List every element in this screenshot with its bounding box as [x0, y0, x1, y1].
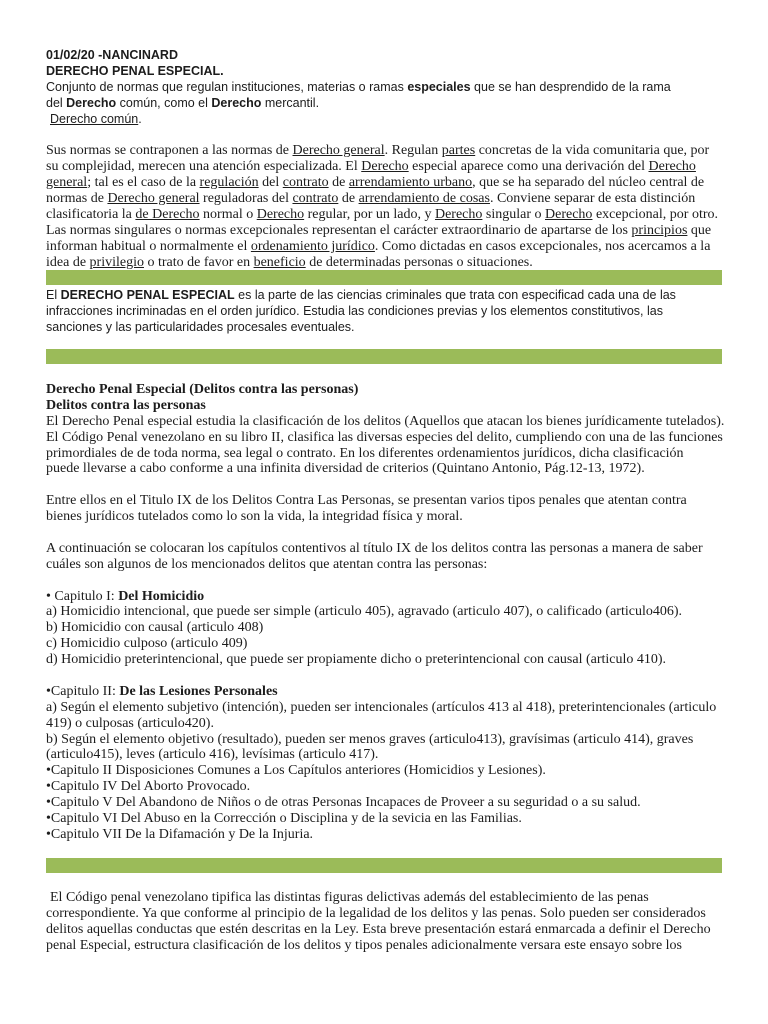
- text-run: Las normas singulares o normas excepcionales representan el carácter extraordinario de apartarse de los: [46, 223, 632, 238]
- bold-term: DERECHO PENAL ESPECIAL: [60, 288, 235, 302]
- section-divider-bar: [46, 858, 722, 873]
- chapter-item: 419) o culposas (articulo420).: [46, 715, 214, 731]
- text-run: reguladoras del: [199, 191, 293, 206]
- text-run: Sus normas se contraponen a las normas de: [46, 143, 293, 158]
- paragraph-line: [46, 143, 736, 159]
- underlined-term: contrato: [292, 191, 339, 206]
- document-date-author: 01/02/20 -NANCINARD: [46, 48, 178, 62]
- blank-line: [46, 525, 736, 541]
- chapter-heading: [46, 684, 736, 700]
- paragraph-line: puede llevarse a cabo conforme a una infinita diversidad de criterios (Quintano Antonio, Pág.12-13, 1972).: [46, 461, 645, 477]
- text-run: idea de: [46, 255, 90, 270]
- paragraph-line: bienes jurídicos tutelados como lo son la vida, la integridad física y moral.: [46, 509, 463, 525]
- paragraph-line: [46, 223, 736, 239]
- underlined-term: principios: [631, 223, 688, 238]
- section-heading: Derecho Penal Especial (Delitos contra las personas): [46, 382, 359, 397]
- text-run: . Como dictadas en casos excepcionales, nos acercamos a la: [374, 239, 711, 254]
- paragraph-line: infracciones incriminadas en el orden jurídico. Estudia las condiciones previas y los elementos constitutivos, las: [46, 304, 663, 318]
- text-run: común, como el: [116, 96, 212, 110]
- text-run: o trato de favor en: [143, 255, 254, 270]
- text-run: ; tal es el caso de la: [87, 175, 200, 190]
- paragraph-line: El Derecho Penal especial estudia la clasificación de los delitos (Aquellos que atacan los bienes jurídicamente tutelados).: [46, 413, 725, 429]
- chapter-list-item: •Capitulo II Disposiciones Comunes a Los Capítulos anteriores (Homicidios y Lesiones).: [46, 763, 546, 779]
- chapter-list-item: •Capitulo IV Del Aborto Provocado.: [46, 779, 251, 795]
- text-run: El: [46, 288, 61, 302]
- paragraph-line: delitos aquellas conductas que estén descritas en la Ley. Esta breve presentación estará enmarcada a definir el Derecho: [46, 922, 711, 937]
- text-run: , que se ha separado del núcleo central de: [472, 175, 705, 190]
- underlined-term: arrendamiento de cosas: [358, 191, 490, 206]
- paragraph-line: penal Especial, estructura clasificación de los delitos y tipos penales adicionalmente versara este ensayo sobre los: [46, 938, 682, 953]
- paragraph-line: [46, 191, 736, 207]
- underlined-term: Derecho: [434, 207, 483, 222]
- text-run: que se han desprendido de la rama: [470, 80, 671, 94]
- paragraph-line: [46, 287, 736, 303]
- definition-line: [46, 79, 736, 95]
- underlined-term: general: [46, 175, 88, 190]
- paragraph-line: [46, 159, 736, 175]
- underlined-term: beneficio: [253, 255, 306, 270]
- text-run: que: [687, 223, 712, 238]
- underlined-term: Derecho: [361, 159, 409, 174]
- bold-term: Derecho: [211, 96, 262, 110]
- text-run: del: [46, 96, 67, 110]
- text-run: singular o: [482, 207, 546, 222]
- subheading-derecho-comun: [46, 111, 736, 127]
- paragraph-line: [46, 207, 736, 223]
- paragraph-line: sanciones y las particularidades procesales eventuales.: [46, 320, 355, 334]
- text-run: normas de: [46, 191, 108, 206]
- chapter-list-item: •Capitulo VI Del Abuso en la Corrección o Disciplina y de la sevicia en las Familias.: [46, 811, 522, 827]
- chapter-item: (articulo415), leves (articulo 416), levísimas (articulo 417).: [46, 747, 379, 763]
- text-run: . Regulan: [384, 143, 442, 158]
- special-law-paragraph: [46, 143, 736, 271]
- section-subheading: Delitos contra las personas: [46, 397, 206, 413]
- underlined-term: de Derecho: [135, 207, 200, 222]
- paragraph-line: primordiales de de toda norma, sea legal o contrato. En los diferentes ordenamientos jurídicos, dicha clasificación: [46, 445, 684, 461]
- chapter-list-item: •Capitulo V Del Abandono de Niños o de otras Personas Incapaces de Proveer a su seguridad o a su salud.: [46, 795, 641, 811]
- section-divider-bar: [46, 349, 722, 364]
- text-run: .: [138, 112, 142, 126]
- blank-line: [46, 573, 736, 589]
- chapter-list-item: •Capitulo VII De la Difamación y De la Injuria.: [46, 826, 314, 842]
- text-run: especial aparece como una derivación del: [408, 159, 649, 174]
- bold-term: especiales: [407, 80, 471, 94]
- text-run: . Conviene separar de esta distinción: [489, 191, 696, 206]
- paragraph-line: [46, 239, 736, 255]
- section-divider-bar: [46, 270, 722, 285]
- bold-term: Derecho: [66, 96, 117, 110]
- text-run: su complejidad, merecen una atención especializada. El: [46, 159, 362, 174]
- text-run: normal o: [199, 207, 257, 222]
- underlined-term: Derecho general: [292, 143, 385, 158]
- paragraph-line: cuáles son algunos de los mencionados delitos que atentan contra las personas:: [46, 556, 488, 572]
- underlined-term: ordenamiento jurídico: [250, 239, 375, 254]
- text-run: Conjunto de normas que regulan instituciones, materias o ramas: [46, 80, 408, 94]
- paragraph-line: El Código Penal venezolano en su libro II, clasifica las diversas especies del delito, cumpliendo con una de las funciones: [46, 429, 723, 445]
- chapter-item: a) Según el elemento subjetivo (intención), pueden ser intencionales (artículos 413 al 418), preterintencionales (articulo: [46, 699, 717, 715]
- text-run: de: [338, 191, 359, 206]
- underlined-term: Derecho general: [107, 191, 200, 206]
- text-run: clasificatoria la: [46, 207, 136, 222]
- definition-paragraph: [46, 287, 736, 335]
- chapter-title: De las Lesiones Personales: [119, 683, 278, 699]
- text-run: excepcional, por otro.: [592, 207, 718, 222]
- text-run: concretas de la vida comunitaria que, por: [475, 143, 710, 158]
- underlined-term: Derecho: [256, 207, 305, 222]
- chapter-item: b) Según el elemento objetivo (resultado), pueden ser menos graves (articulo413), gravísimas (articulo 414), graves: [46, 731, 694, 747]
- text-run: de determinadas personas o situaciones.: [305, 255, 533, 270]
- chapter-item: b) Homicidio con causal (articulo 408): [46, 620, 264, 636]
- intro-section: [46, 47, 736, 127]
- underlined-term: contrato: [282, 175, 329, 190]
- blank-line: [46, 477, 736, 493]
- definition-line: [46, 95, 736, 111]
- text-run: del: [258, 175, 283, 190]
- blank-line: [46, 668, 736, 684]
- paragraph-line: [46, 255, 736, 271]
- text-run: es la parte de las ciencias criminales que trata con especificad cada una de las: [234, 288, 676, 302]
- underlined-term: Derecho: [545, 207, 593, 222]
- chapter-item: d) Homicidio preterintencional, que puede ser propiamente dicho o preterintencional con causal (articulo 410).: [46, 652, 667, 668]
- text-run: informan habitual o normalmente el: [46, 239, 251, 254]
- underlined-term: Derecho: [648, 159, 696, 174]
- chapter-title: Del Homicidio: [118, 588, 205, 604]
- underlined-term: Derecho común: [50, 112, 139, 126]
- paragraph-line: correspondiente. Ya que conforme al principio de la legalidad de los delitos y las penas. Solo pueden ser considerados: [46, 906, 706, 921]
- underlined-term: partes: [441, 143, 476, 158]
- conclusion-paragraph: [46, 890, 736, 954]
- text-run: de: [328, 175, 349, 190]
- text-run: regular, por un lado, y: [304, 207, 435, 222]
- text-run: mercantil.: [261, 96, 320, 110]
- paragraph-line: [46, 175, 736, 191]
- chapter-heading: [46, 589, 736, 605]
- underlined-term: privilegio: [89, 255, 144, 270]
- document-title: DERECHO PENAL ESPECIAL.: [46, 64, 224, 78]
- underlined-term: arrendamiento urbano: [348, 175, 473, 190]
- chapter-item: a) Homicidio intencional, que puede ser simple (articulo 405), agravado (articulo 407), o calificado (articulo406).: [46, 604, 682, 620]
- paragraph-line: El Código penal venezolano tipifica las distintas figuras delictivas además del establecimiento de las penas: [50, 890, 649, 905]
- underlined-term: regulación: [199, 175, 259, 190]
- crimes-against-persons-section: [46, 382, 736, 843]
- paragraph-line: Entre ellos en el Titulo IX de los Delitos Contra Las Personas, se presentan varios tipos penales que atentan contra: [46, 493, 687, 509]
- chapter-item: c) Homicidio culposo (articulo 409): [46, 636, 248, 652]
- chapter-label: •Capitulo II:: [46, 683, 120, 699]
- chapter-label: • Capitulo I:: [46, 588, 119, 604]
- paragraph-line: A continuación se colocaran los capítulos contentivos al título IX de los delitos contra las personas a manera de saber: [46, 540, 703, 556]
